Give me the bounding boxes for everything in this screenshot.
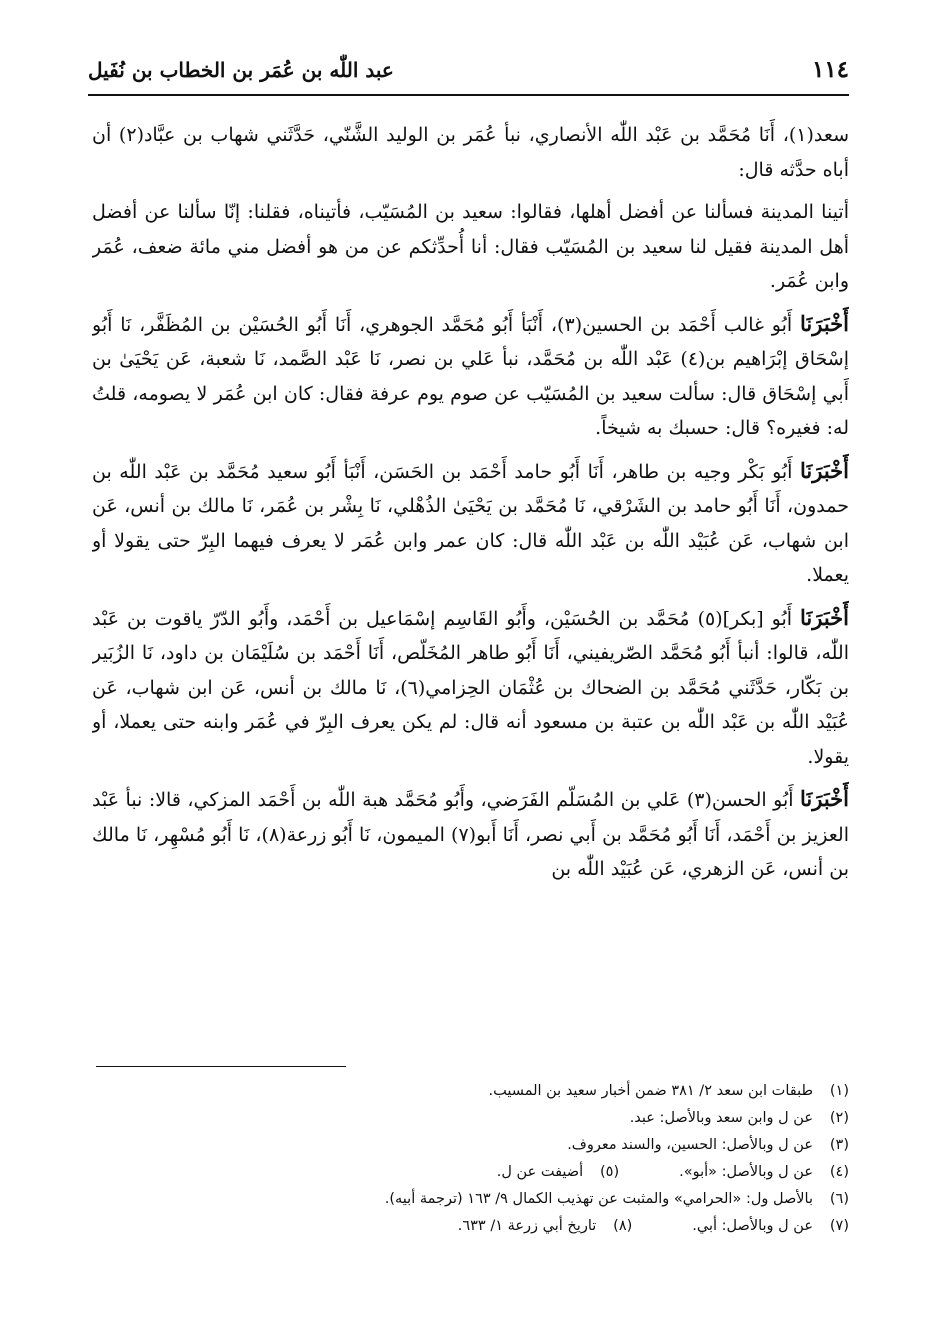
paragraph-lead: أَخْبَرَنَا — [800, 310, 849, 336]
paragraph — [92, 307, 849, 446]
footnote-number: (١) — [829, 1083, 849, 1099]
paragraph — [92, 195, 849, 299]
footnote-pair — [458, 1213, 633, 1240]
paragraph-lead: أَخْبَرَنَا — [800, 786, 849, 811]
footnote-number: (٤) — [829, 1164, 849, 1180]
footnotes — [96, 1078, 849, 1268]
paragraph — [92, 601, 849, 775]
footnote — [96, 1105, 849, 1132]
paragraph-text: أَبُو الحسن(٣) عَلي بن المُسَلّم الفَرَضي، وأَبُو مُحَمَّد هبة اللّٰه بن أَحْمَد المزكي، قالا: نبأ عَبْد العزيز بن أَحْمَد، أَنَا أَبُو مُحَمَّد بن أَبي نصر، أَنَا أَبو(٧) الميمون، نَا أَبُو زرعة(٨)، نَا أَبُو مُسْهِر، نَا مالك بن أنس، عَن الزهري، عَن عُبَيْد اللّٰه بن — [92, 789, 849, 880]
paragraph — [92, 454, 849, 593]
footnote-number: (٣) — [829, 1137, 849, 1153]
footnote-text: طبقات ابن سعد ٢/ ٣٨١ ضمن أخبار سعيد بن المسيب. — [488, 1083, 813, 1099]
footnote-text: عن ل وبالأصل: «أبو». — [679, 1164, 813, 1180]
page-header — [88, 54, 849, 96]
footnote — [96, 1132, 849, 1159]
main-text — [92, 118, 849, 1054]
footnote — [96, 1159, 849, 1186]
paragraph-text: أَبُو غالب أَحْمَد بن الحسين(٣)، أَنْبَأ أَبُو مُحَمَّد الجوهري، أَنَا أَبُو الحُسَيْن بن المُظَفَّر، نَا أَبُو إسْحَاق إبْرَاهيم بن(٤) عَبْد اللّٰه بن مُحَمَّد، نبأ عَلي بن نصر، نَا عَبْد الصَّمد، نَا شعبة، عَن يَحْيَىٰ بن أَبي إسْحَاق قال: سألت سعيد بن المُسَيّب عن صوم يوم عرفة فقال: كان ابن عُمَر لا يصومه، قلتُ له: فغيره؟ قال: حسبك به شيخاً. — [92, 313, 849, 439]
paragraph-text: أَبُو [بكر](٥) مُحَمَّد بن الحُسَيْن، وأَبُو القَاسِم إسْمَاعيل بن أَحْمَد، وأَبُو الدّرّ ياقوت بن عَبْد اللّٰه، قالوا: أنبأ أَبُو مُحَمَّد الصّريفيني، أَنَا أَبُو طاهر المُخَلّص، أَنَا أَحْمَد بن سُلَيْمَان بن داود، نَا الزُبَير بن بَكّار، حَدَّثَني مُحَمَّد بن الضحاك بن عُثْمَان الحِزامي(٦)، نَا مالك بن أنس، عَن ابن شهاب، عَن عُبَيْد اللّٰه بن عَبْد اللّٰه بن عتبة بن مسعود أنه قال: لم يكن يعرف البِرّ في عُمَر وابنه حتى يعملا، أو يقولا. — [92, 607, 849, 768]
paragraph-text: سعد(١)، أَنَا مُحَمَّد بن عَبْد اللّٰه الأنصاري، نبأ عُمَر بن الوليد الشَّنّي، حَدَّثَني شهاب بن عبَّاد(٢) أن أباه حدَّثه قال: — [92, 124, 849, 181]
footnote-text: عن ل وبالأصل: الحسين، والسند معروف. — [567, 1137, 813, 1153]
footnote — [96, 1186, 849, 1213]
footnote-text: بالأصل ول: «الحرامي» والمثبت عن تهذيب الكمال ٩/ ١٦٣ (ترجمة أبيه). — [384, 1191, 813, 1207]
paragraph-text: أَبُو بَكْر وجيه بن طاهر، أَنَا أَبُو حامد أَحْمَد بن الحَسَن، أَنْبَأ أَبُو سعيد مُحَمَّد بن عَبْد اللّٰه بن حمدون، أَنَا أَبُو حامد بن الشَرْقي، نَا مُحَمَّد بن يَحْيَىٰ الذُهْلي، نَا بِشْر بن عُمَر، نَا مالك بن أنس، عَن ابن شهاب، عَن عُبَيْد اللّٰه بن عَبْد اللّٰه قال: كان عمر وابن عُمَر لا يعرف فيهما البِرّ حتى يقولا أو يعملا. — [92, 460, 849, 586]
paragraph — [92, 782, 849, 887]
paragraph — [92, 118, 849, 187]
footnote-number: (٨) — [613, 1218, 633, 1234]
running-title: عبد اللّٰه بن عُمَر بن الخطاب بن نُفَيل — [88, 58, 394, 82]
footnote-number: (٧) — [829, 1218, 849, 1234]
footnote-pair — [497, 1159, 619, 1186]
paragraph-lead: أَخْبَرَنَا — [800, 457, 849, 483]
footnote-number: (٥) — [599, 1164, 620, 1180]
footnote — [96, 1213, 849, 1240]
footnote-separator — [96, 1066, 346, 1067]
footnote-text: عن ل وبالأصل: أبي. — [692, 1218, 813, 1234]
footnote-text: تاريخ أبي زرعة ١/ ٦٣٣. — [457, 1218, 597, 1234]
paragraph-lead: أَخْبَرَنَا — [800, 604, 849, 630]
footnote-number: (٢) — [829, 1110, 849, 1126]
footnote-text: أضيفت عن ل. — [496, 1164, 584, 1180]
footnote-number: (٦) — [829, 1191, 849, 1207]
page-number: ١١٤ — [811, 56, 849, 83]
paragraph-text: أتينا المدينة فسألنا عن أفضل أهلها، فقالوا: سعيد بن المُسَيّب، فأتيناه، فقلنا: إنّا سألنا عن أفضل أهل المدينة فقيل لنا سعيد بن المُسَيّب فقال: أنا أُحدِّثكم عن من هو أفضل مني مائة ضعف، عُمَر وابن عُمَر. — [92, 201, 849, 292]
footnote-text: عن ل وابن سعد وبالأصل: عبد. — [629, 1110, 813, 1126]
footnote — [96, 1078, 849, 1105]
